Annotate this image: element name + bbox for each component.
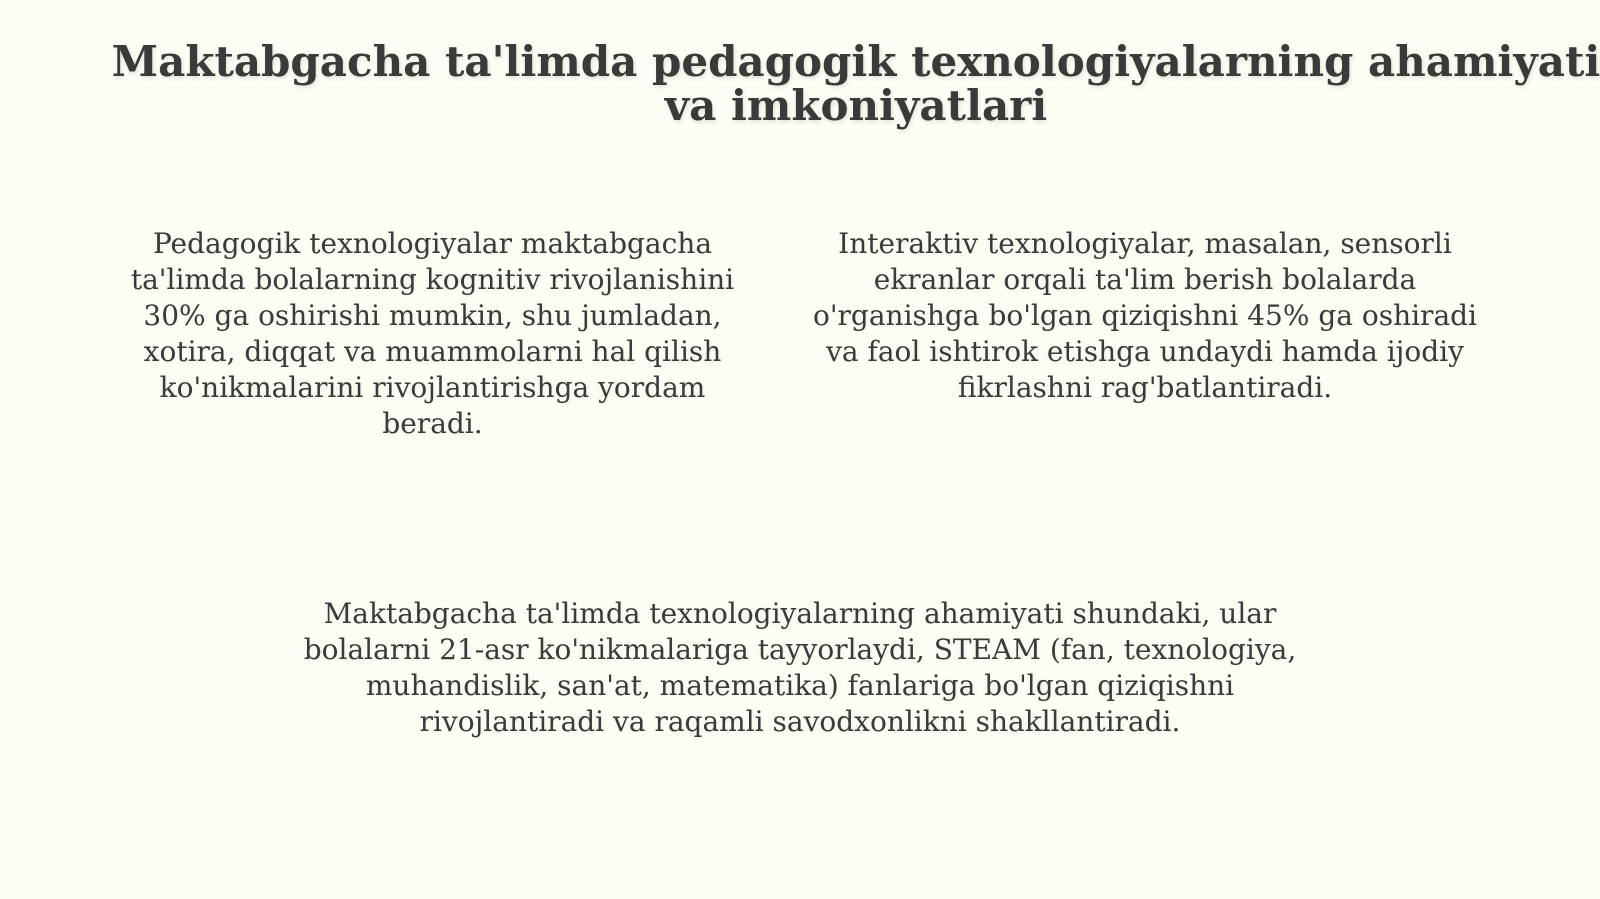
left-text-block: Pedagogik texnologiyalar maktabgacha ta'limda bolalarning kognitiv rivojlanishini 30% ga oshirishi mumkin, shu jumladan, xotira, diqqat va muammolarni hal qilish ko'nikmalarini rivojlantirishga yordam beradi. <box>130 227 735 440</box>
slide-title: Maktabgacha ta'limda pedagogik texnologiyalarning ahamiyati va imkoniyatlari <box>111 37 1600 130</box>
right-text-block: Interaktiv texnologiyalar, masalan, sensorli ekranlar orqali ta'lim berish bolalarda o'rganishga bo'lgan qiziqishni 45% ga oshiradi va faol ishtirok etishga undaydi hamda ijodiy fikrlashni rag'batlantiradi. <box>812 227 1478 404</box>
bottom-text-block: Maktabgacha ta'limda texnologiyalarning ahamiyati shundaki, ular bolalarni 21-asr ko'nikmalariga tayyorlaydi, STEAM (fan, texnologiya, muhandislik, san'at, matematika) fanlariga bo'lgan qiziqishni rivojlantiradi va raqamli savodxonlikni shakllantiradi. <box>303 597 1297 738</box>
